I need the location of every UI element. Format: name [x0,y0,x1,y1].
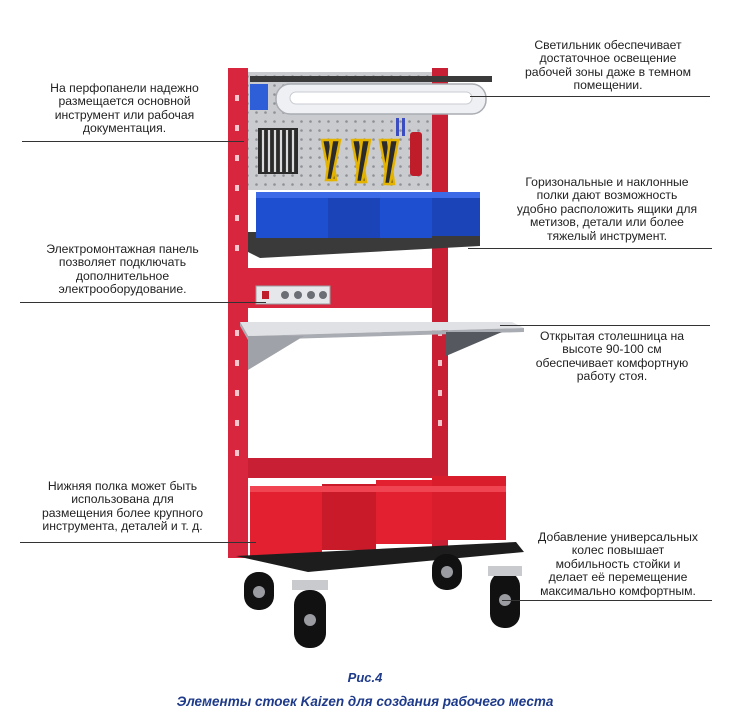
callout-tabletop: Открытая столешница на высоте 90-100 см обеспечивает комфортную работу стоя. [535,329,689,384]
callout-electric-panel: Электромонтажная панель позволяет подключать дополнительное электрооборудование. [46,242,199,297]
electrical-panel [256,286,330,304]
leader-tabletop [500,325,710,326]
figure-caption: Элементы стоек Kaizen для создания рабочего места [176,694,554,709]
tabletop [240,322,524,370]
callout-wheels: Добавление универсальных колес повышает мобильность стойки и делает её перемещение максимально комфортным. [538,530,698,598]
leader-wheels [502,600,712,601]
callout-shelves: Горизональные и наклонные полки дают возможность удобно расположить ящики для метизов, детали или более тяжелый инструмент. [516,175,698,243]
leader-bottom-shelf [20,542,256,543]
leader-electric-panel [20,302,266,303]
callout-perforated-panel: На перфопанели надежно размещается основной инструмент или рабочая документация. [50,81,199,136]
callout-bottom-shelf: Нижняя полка может быть использована для размещения более крупного инструмента, деталей и т. д. [41,479,204,534]
lamp [250,76,492,114]
leader-perforated-panel [22,141,244,142]
callout-lamp: Светильник обеспечивает достаточное освещение рабочей зоны даже в темном помещении. [524,38,692,93]
wheels [236,542,524,648]
leader-lamp [470,96,710,97]
leader-shelves [468,248,712,249]
figure-number: Рис.4 [347,670,383,685]
bottom-shelf-with-red-bins [250,476,506,556]
